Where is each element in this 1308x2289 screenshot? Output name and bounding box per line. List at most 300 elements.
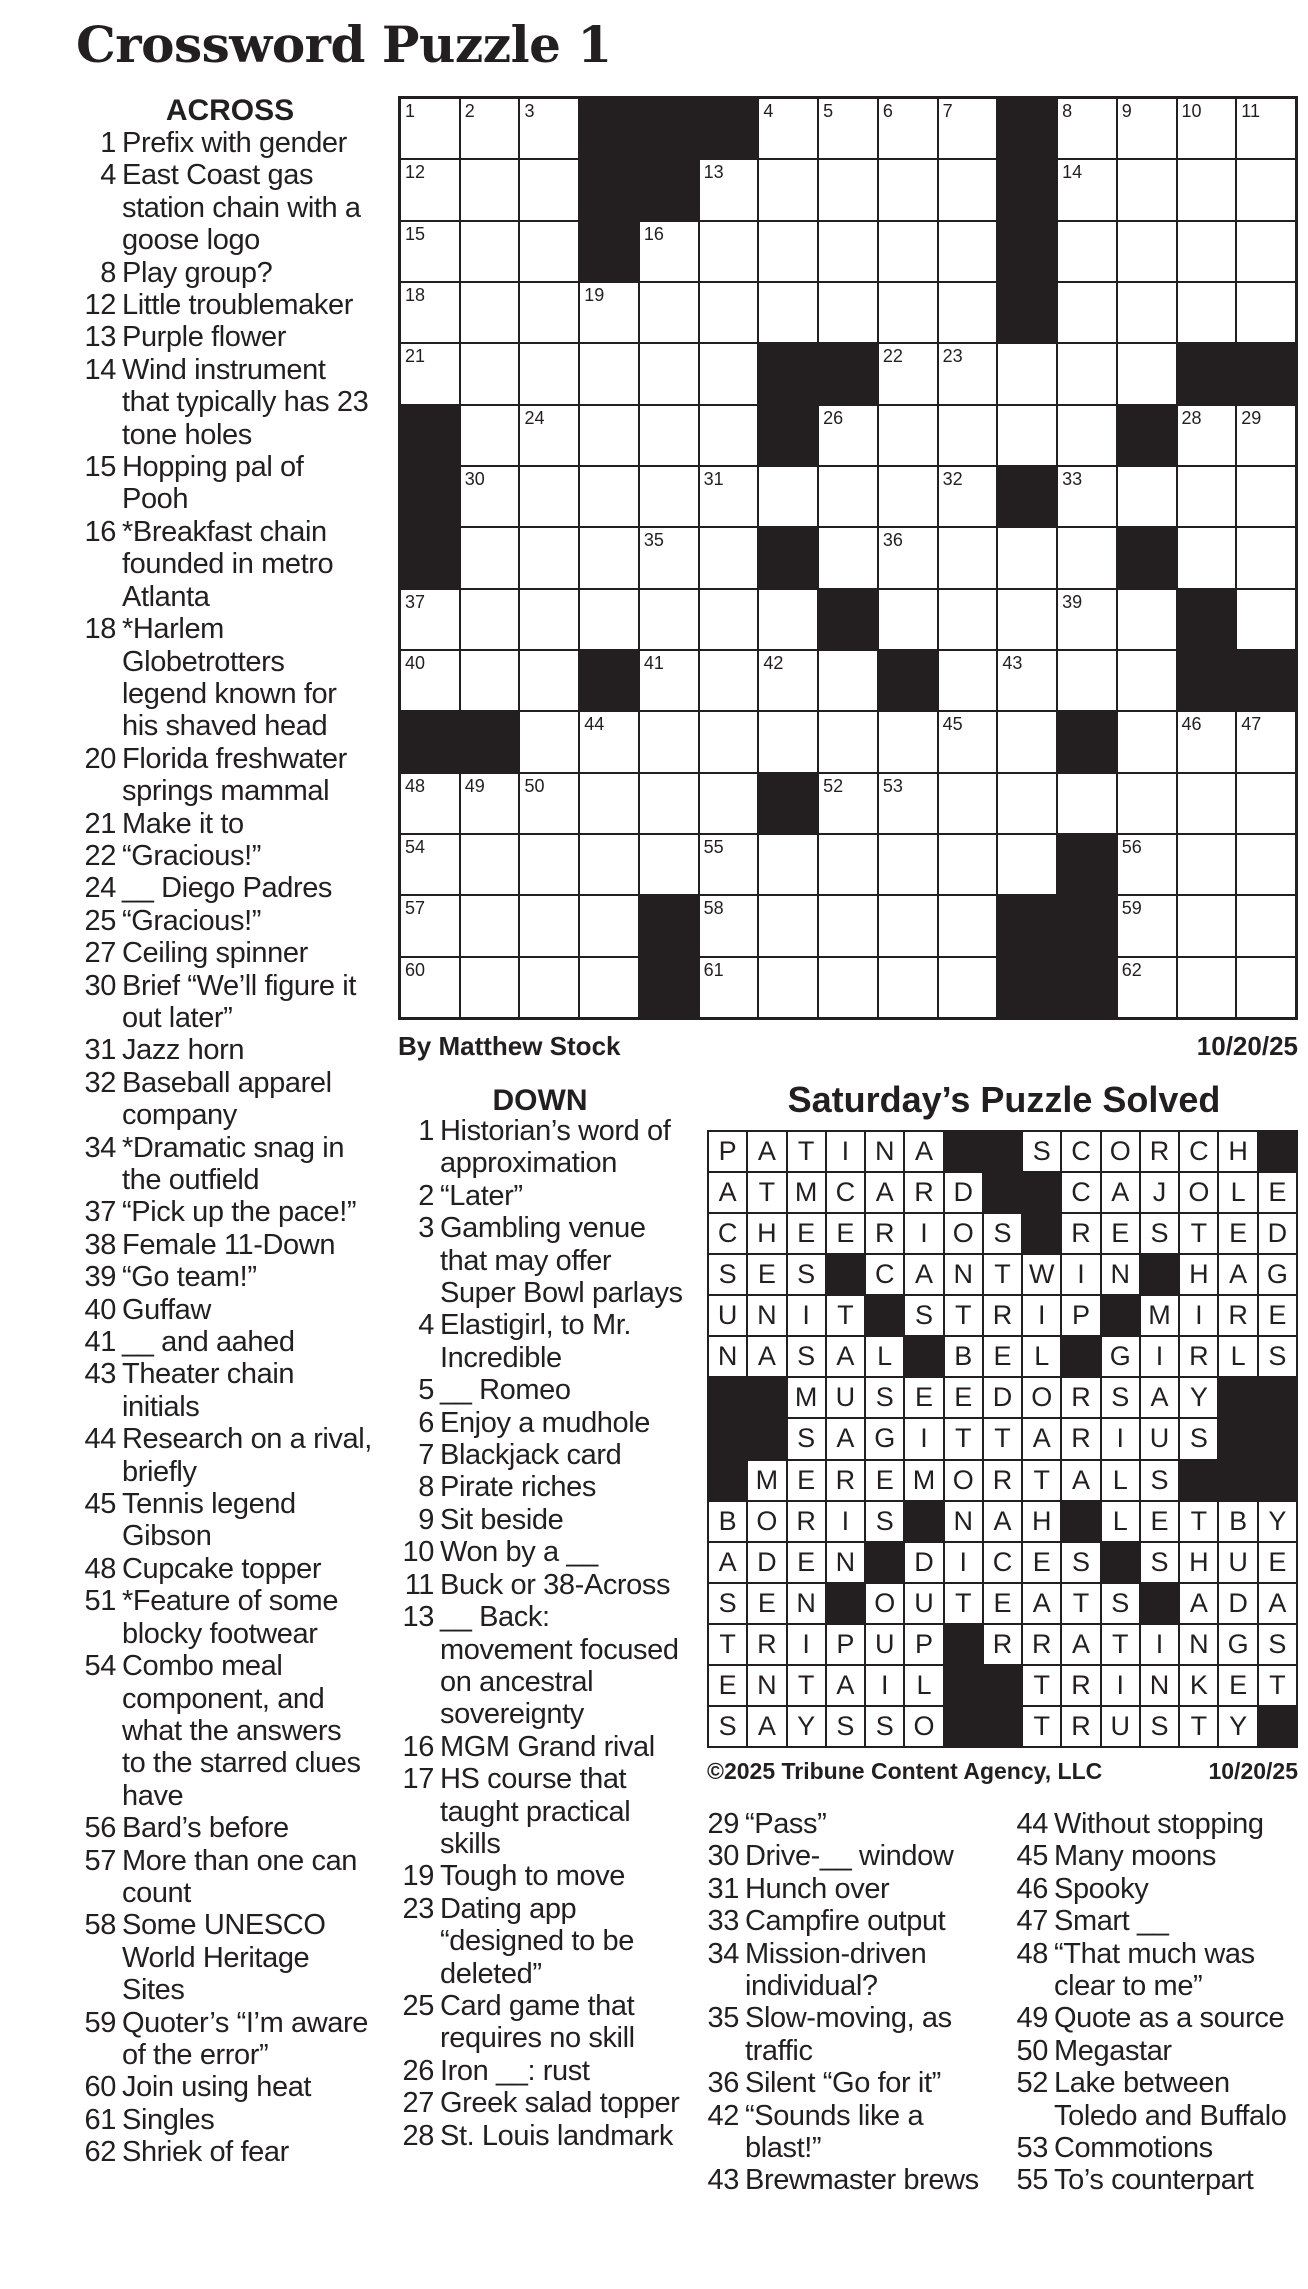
grid-cell[interactable] — [939, 528, 997, 587]
clue-item[interactable] — [398, 2120, 688, 2152]
grid-cell[interactable] — [461, 99, 519, 158]
clue-item[interactable] — [80, 1326, 372, 1358]
grid-cell[interactable] — [461, 222, 519, 281]
clue-number: 35 — [707, 2002, 739, 2035]
grid-cell[interactable] — [819, 222, 877, 281]
grid-cell[interactable] — [759, 590, 817, 649]
grid-cell[interactable] — [520, 283, 578, 342]
grid-cell[interactable] — [1118, 99, 1176, 158]
grid-cell[interactable] — [819, 99, 877, 158]
grid-cell[interactable] — [1058, 406, 1116, 465]
clue-text: Lake between Toledo and Buffalo — [1054, 2067, 1287, 2132]
solved-cell: H — [1023, 1502, 1060, 1541]
grid-cell[interactable] — [700, 896, 758, 955]
clue-item[interactable] — [398, 1212, 688, 1309]
grid-cell[interactable] — [520, 99, 578, 158]
grid-cell[interactable] — [401, 774, 459, 833]
grid-cell[interactable] — [700, 590, 758, 649]
grid-cell[interactable] — [1237, 590, 1295, 649]
clue-item[interactable] — [398, 1407, 688, 1439]
down-heading: DOWN — [492, 1084, 588, 1117]
grid-cell[interactable] — [1237, 160, 1295, 219]
grid-cell[interactable] — [759, 712, 817, 771]
clue-item[interactable] — [80, 1585, 372, 1650]
clue-item[interactable] — [80, 2136, 372, 2168]
clue-item[interactable] — [80, 840, 372, 872]
grid-cell[interactable] — [879, 160, 937, 219]
clue-text: Make it to — [122, 807, 244, 840]
grid-cell[interactable] — [1178, 774, 1236, 833]
solved-cell: U — [1141, 1419, 1178, 1458]
grid-cell[interactable] — [759, 160, 817, 219]
grid-cell[interactable] — [1237, 896, 1295, 955]
grid-cell[interactable] — [1058, 283, 1116, 342]
grid-cell[interactable] — [700, 774, 758, 833]
grid-cell[interactable] — [520, 712, 578, 771]
grid-cell[interactable] — [401, 958, 459, 1017]
clue-item[interactable] — [398, 1115, 688, 1180]
grid-cell[interactable] — [819, 774, 877, 833]
grid-cell[interactable] — [580, 712, 638, 771]
clue-item[interactable] — [703, 2067, 1001, 2099]
grid-cell[interactable] — [1118, 896, 1176, 955]
grid-cell[interactable] — [759, 222, 817, 281]
grid-cell[interactable] — [879, 528, 937, 587]
clue-item[interactable] — [80, 127, 372, 159]
clue-item[interactable] — [398, 1893, 688, 1990]
solved-cell: Y — [1180, 1378, 1217, 1417]
grid-cell[interactable] — [700, 344, 758, 403]
grid-cell[interactable] — [520, 344, 578, 403]
grid-cell[interactable] — [759, 467, 817, 526]
clue-item[interactable] — [398, 1569, 688, 1601]
grid-cell[interactable] — [401, 283, 459, 342]
grid-cell[interactable] — [1178, 160, 1236, 219]
grid-cell[interactable] — [998, 344, 1056, 403]
clue-item[interactable] — [80, 937, 372, 969]
grid-cell[interactable] — [1118, 835, 1176, 894]
grid-cell[interactable] — [819, 712, 877, 771]
clue-item[interactable] — [80, 1650, 372, 1812]
grid-cell[interactable] — [700, 222, 758, 281]
clue-item[interactable] — [80, 970, 372, 1035]
clue-item[interactable] — [1012, 1840, 1308, 1872]
grid-cell[interactable] — [819, 283, 877, 342]
grid-cell[interactable] — [939, 896, 997, 955]
clue-number: 13 — [84, 321, 116, 354]
grid-cell[interactable] — [520, 958, 578, 1017]
grid-cell[interactable] — [1178, 406, 1236, 465]
grid-cell[interactable] — [401, 99, 459, 158]
grid-cell[interactable] — [700, 835, 758, 894]
grid-cell[interactable] — [1058, 528, 1116, 587]
solved-cell: S — [905, 1296, 942, 1335]
grid-cell[interactable] — [461, 467, 519, 526]
clue-item[interactable] — [398, 1471, 688, 1503]
clue-number: 12 — [84, 289, 116, 322]
clue-item[interactable] — [1012, 1873, 1308, 1905]
clue-item[interactable] — [80, 872, 372, 904]
grid-cell[interactable] — [700, 160, 758, 219]
clue-item[interactable] — [80, 1261, 372, 1293]
grid-cell[interactable] — [879, 590, 937, 649]
clue-item[interactable] — [703, 1840, 1001, 1872]
grid-cell[interactable] — [939, 958, 997, 1017]
clue-item[interactable] — [80, 2071, 372, 2103]
grid-cell[interactable] — [401, 896, 459, 955]
grid-cell[interactable] — [819, 528, 877, 587]
clue-item[interactable] — [703, 2002, 1001, 2067]
clue-item[interactable] — [1012, 2002, 1308, 2034]
solved-cell: K — [1180, 1666, 1217, 1705]
clue-number: 8 — [100, 256, 116, 289]
grid-cell[interactable] — [998, 528, 1056, 587]
grid-cell[interactable] — [520, 467, 578, 526]
solved-cell: D — [1259, 1214, 1296, 1253]
grid-cell[interactable] — [1237, 222, 1295, 281]
grid-cell[interactable] — [879, 283, 937, 342]
clue-item[interactable] — [80, 1229, 372, 1261]
clue-number: 32 — [84, 1066, 116, 1099]
clue-item[interactable] — [80, 1034, 372, 1066]
grid-cell[interactable] — [640, 590, 698, 649]
grid-cell[interactable] — [640, 344, 698, 403]
grid-cell[interactable] — [520, 160, 578, 219]
grid-cell[interactable] — [640, 835, 698, 894]
grid-cell[interactable] — [580, 528, 638, 587]
solved-cell: A — [709, 1173, 746, 1212]
grid-cell[interactable] — [580, 406, 638, 465]
grid-cell[interactable] — [998, 712, 1056, 771]
grid-cell[interactable] — [759, 896, 817, 955]
grid-cell[interactable] — [640, 283, 698, 342]
clue-item[interactable] — [1012, 2067, 1308, 2132]
grid-cell[interactable] — [1058, 467, 1116, 526]
grid-cell[interactable] — [1178, 467, 1236, 526]
grid-cell[interactable] — [1118, 467, 1176, 526]
grid-cell[interactable] — [401, 590, 459, 649]
grid-cell[interactable] — [401, 835, 459, 894]
grid-cell[interactable] — [640, 774, 698, 833]
solved-cell: A — [1180, 1584, 1217, 1623]
clue-item[interactable] — [398, 1374, 688, 1406]
grid-cell[interactable] — [759, 283, 817, 342]
grid-cell[interactable] — [879, 896, 937, 955]
grid-cell[interactable] — [939, 99, 997, 158]
clue-item[interactable] — [80, 354, 372, 451]
grid-cell[interactable] — [819, 160, 877, 219]
clue-number: 7 — [418, 1439, 434, 1472]
grid-cell[interactable] — [1237, 406, 1295, 465]
grid-cell[interactable] — [879, 835, 937, 894]
clue-item[interactable] — [80, 1196, 372, 1228]
grid-cell[interactable] — [939, 712, 997, 771]
solved-cell: S — [1102, 1378, 1139, 1417]
cell-number: 46 — [1181, 714, 1202, 735]
clue-item[interactable] — [398, 1860, 688, 1892]
grid-cell[interactable] — [759, 958, 817, 1017]
grid-cell[interactable] — [1178, 99, 1236, 158]
clue-item[interactable] — [703, 1808, 1001, 1840]
clue-item[interactable] — [1012, 2164, 1308, 2196]
clue-number: 25 — [84, 904, 116, 937]
grid-cell[interactable] — [1058, 99, 1116, 158]
grid-cell[interactable] — [520, 528, 578, 587]
grid-cell[interactable] — [1058, 590, 1116, 649]
grid-cell[interactable] — [520, 774, 578, 833]
clue-item[interactable] — [80, 1553, 372, 1585]
clue-item[interactable] — [398, 1536, 688, 1568]
grid-cell[interactable] — [998, 774, 1056, 833]
clue-item[interactable] — [80, 159, 372, 256]
grid-cell[interactable] — [1178, 835, 1236, 894]
grid-cell[interactable] — [939, 651, 997, 710]
grid-cell[interactable] — [520, 896, 578, 955]
grid-cell[interactable] — [520, 651, 578, 710]
grid-cell[interactable] — [998, 651, 1056, 710]
clue-number: 24 — [84, 872, 116, 905]
clue-item[interactable] — [80, 289, 372, 321]
grid-cell[interactable] — [1237, 835, 1295, 894]
grid-cell[interactable] — [640, 651, 698, 710]
grid-cell[interactable] — [461, 651, 519, 710]
grid-cell[interactable] — [461, 160, 519, 219]
crossword-grid[interactable] — [398, 96, 1298, 1020]
grid-cell[interactable] — [819, 958, 877, 1017]
grid-cell[interactable] — [700, 651, 758, 710]
solved-cell: S — [709, 1255, 746, 1294]
grid-cell[interactable] — [461, 344, 519, 403]
clue-item[interactable] — [703, 1905, 1001, 1937]
grid-cell[interactable] — [1118, 160, 1176, 219]
grid-cell[interactable] — [1237, 958, 1295, 1017]
grid-cell[interactable] — [461, 835, 519, 894]
clue-item[interactable] — [80, 1423, 372, 1488]
clue-item[interactable] — [80, 1812, 372, 1844]
clue-item[interactable] — [80, 516, 372, 613]
grid-cell[interactable] — [939, 467, 997, 526]
grid-cell[interactable] — [1178, 712, 1236, 771]
clue-item[interactable] — [80, 808, 372, 840]
grid-cell[interactable] — [700, 712, 758, 771]
grid-cell[interactable] — [1178, 958, 1236, 1017]
grid-cell[interactable] — [939, 160, 997, 219]
clue-text: “Gracious!” — [122, 839, 262, 872]
grid-cell[interactable] — [520, 590, 578, 649]
grid-cell[interactable] — [879, 99, 937, 158]
grid-cell[interactable] — [640, 222, 698, 281]
grid-cell[interactable] — [819, 896, 877, 955]
grid-cell[interactable] — [580, 590, 638, 649]
grid-cell[interactable] — [640, 406, 698, 465]
clue-item[interactable] — [80, 2007, 372, 2072]
solved-cell: U — [866, 1625, 903, 1664]
grid-cell[interactable] — [1237, 774, 1295, 833]
grid-cell[interactable] — [1237, 467, 1295, 526]
clue-text: “Sounds like a blast!” — [745, 2099, 924, 2165]
grid-cell[interactable] — [580, 774, 638, 833]
grid-cell[interactable] — [939, 344, 997, 403]
clue-item[interactable] — [80, 1132, 372, 1197]
grid-cell[interactable] — [1118, 344, 1176, 403]
clue-item[interactable] — [398, 1504, 688, 1536]
grid-cell[interactable] — [1118, 283, 1176, 342]
clue-item[interactable] — [80, 451, 372, 516]
grid-cell[interactable] — [700, 467, 758, 526]
grid-cell[interactable] — [1058, 344, 1116, 403]
grid-cell[interactable] — [879, 774, 937, 833]
grid-cell[interactable] — [580, 958, 638, 1017]
grid-cell[interactable] — [461, 774, 519, 833]
grid-cell[interactable] — [700, 283, 758, 342]
clue-number: 2 — [418, 1179, 434, 1212]
clue-item[interactable] — [398, 1763, 688, 1860]
clue-item[interactable] — [398, 1601, 688, 1731]
grid-cell[interactable] — [819, 651, 877, 710]
grid-cell[interactable] — [401, 344, 459, 403]
clue-item[interactable] — [80, 1909, 372, 2006]
grid-cell[interactable] — [998, 835, 1056, 894]
clue-item[interactable] — [1012, 1905, 1308, 1937]
grid-cell[interactable] — [759, 651, 817, 710]
clue-item[interactable] — [398, 1731, 688, 1763]
grid-cell[interactable] — [461, 283, 519, 342]
solved-cell: A — [1062, 1625, 1099, 1664]
grid-cell[interactable] — [401, 222, 459, 281]
solved-cell: P — [827, 1625, 864, 1664]
grid-cell[interactable] — [640, 467, 698, 526]
clue-item[interactable] — [703, 1938, 1001, 2003]
clue-number: 20 — [84, 742, 116, 775]
clue-item[interactable] — [1012, 2132, 1308, 2164]
clue-item[interactable] — [80, 905, 372, 937]
grid-cell[interactable] — [401, 160, 459, 219]
clue-item[interactable] — [80, 1067, 372, 1132]
grid-cell[interactable] — [520, 835, 578, 894]
grid-cell[interactable] — [580, 896, 638, 955]
grid-cell[interactable] — [879, 222, 937, 281]
grid-cell[interactable] — [461, 590, 519, 649]
grid-cell[interactable] — [1178, 283, 1236, 342]
grid-cell[interactable] — [939, 835, 997, 894]
clue-item[interactable] — [80, 257, 372, 289]
grid-cell[interactable] — [1118, 651, 1176, 710]
clue-item[interactable] — [703, 2100, 1001, 2165]
solved-cell: H — [748, 1214, 785, 1253]
clue-item[interactable] — [703, 1873, 1001, 1905]
grid-cell[interactable] — [819, 835, 877, 894]
grid-cell[interactable] — [1237, 283, 1295, 342]
grid-cell[interactable] — [1178, 222, 1236, 281]
grid-cell[interactable] — [461, 528, 519, 587]
grid-cell[interactable] — [1118, 958, 1176, 1017]
clue-item[interactable] — [1012, 2035, 1308, 2067]
grid-cell[interactable] — [998, 406, 1056, 465]
grid-cell[interactable] — [879, 958, 937, 1017]
grid-cell[interactable] — [640, 528, 698, 587]
grid-cell[interactable] — [700, 406, 758, 465]
grid-cell[interactable] — [640, 712, 698, 771]
grid-cell[interactable] — [700, 528, 758, 587]
grid-cell[interactable] — [580, 344, 638, 403]
grid-cell[interactable] — [580, 283, 638, 342]
grid-cell[interactable] — [700, 958, 758, 1017]
clue-item[interactable] — [398, 1990, 688, 2055]
grid-cell[interactable] — [461, 896, 519, 955]
grid-cell[interactable] — [580, 467, 638, 526]
clue-item[interactable] — [80, 1358, 372, 1423]
grid-cell[interactable] — [879, 406, 937, 465]
grid-cell[interactable] — [1118, 590, 1176, 649]
grid-cell[interactable] — [1058, 651, 1116, 710]
solved-cell: N — [748, 1666, 785, 1705]
clue-item[interactable] — [80, 321, 372, 353]
grid-cell[interactable] — [939, 406, 997, 465]
clue-item[interactable] — [1012, 1938, 1308, 2003]
grid-cell[interactable] — [1237, 528, 1295, 587]
puzzle-date: 10/20/25 — [1196, 1031, 1298, 1061]
clue-text: Campfire output — [745, 1905, 946, 1938]
grid-cell[interactable] — [879, 344, 937, 403]
grid-cell[interactable] — [1118, 712, 1176, 771]
grid-cell[interactable] — [879, 467, 937, 526]
grid-cell[interactable] — [461, 958, 519, 1017]
grid-cell[interactable] — [939, 283, 997, 342]
grid-cell[interactable] — [939, 222, 997, 281]
grid-cell[interactable] — [520, 222, 578, 281]
clue-item[interactable] — [398, 2055, 688, 2087]
clue-item[interactable] — [80, 743, 372, 808]
clue-item[interactable] — [703, 2164, 1001, 2196]
grid-cell[interactable] — [1058, 774, 1116, 833]
grid-cell[interactable] — [520, 406, 578, 465]
clue-item[interactable] — [80, 1294, 372, 1326]
grid-cell[interactable] — [819, 467, 877, 526]
grid-cell[interactable] — [580, 835, 638, 894]
grid-cell[interactable] — [1237, 712, 1295, 771]
grid-cell[interactable] — [939, 774, 997, 833]
solved-cell: Y — [1259, 1502, 1296, 1541]
cell-number: 31 — [703, 468, 724, 489]
solved-cell: O — [905, 1707, 942, 1746]
grid-cell[interactable] — [998, 590, 1056, 649]
clue-item[interactable] — [398, 2087, 688, 2119]
grid-cell[interactable] — [401, 651, 459, 710]
clue-item[interactable] — [398, 1180, 688, 1212]
clue-item[interactable] — [80, 1488, 372, 1553]
grid-cell[interactable] — [1118, 774, 1176, 833]
grid-cell[interactable] — [1058, 160, 1116, 219]
grid-cell[interactable] — [1058, 222, 1116, 281]
clue-item[interactable] — [80, 1845, 372, 1910]
grid-cell[interactable] — [1178, 528, 1236, 587]
grid-cell[interactable] — [461, 406, 519, 465]
cell-number: 54 — [405, 836, 426, 857]
grid-cell[interactable] — [1178, 896, 1236, 955]
clue-item[interactable] — [398, 1309, 688, 1374]
clue-item[interactable] — [80, 613, 372, 743]
grid-cell[interactable] — [759, 99, 817, 158]
grid-cell[interactable] — [759, 835, 817, 894]
grid-cell[interactable] — [1118, 222, 1176, 281]
grid-cell[interactable] — [819, 406, 877, 465]
grid-cell[interactable] — [879, 712, 937, 771]
clue-item[interactable] — [398, 1439, 688, 1471]
clue-item[interactable] — [1012, 1808, 1308, 1840]
grid-cell[interactable] — [939, 590, 997, 649]
clue-item[interactable] — [80, 2104, 372, 2136]
grid-cell[interactable] — [1237, 99, 1295, 158]
